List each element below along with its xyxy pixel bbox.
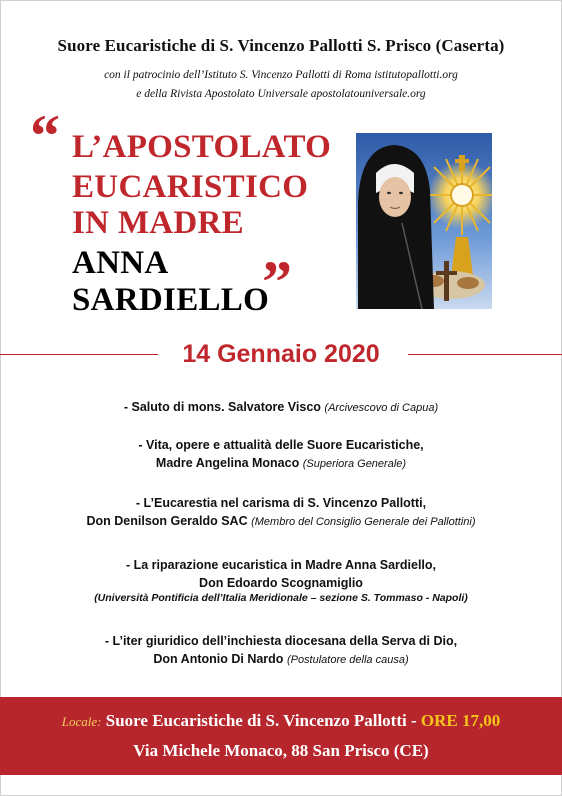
program-role: (Università Pontificia dell’Italia Meridionale – sezione S. Tommaso - Napoli) bbox=[94, 592, 468, 604]
open-quote: “ bbox=[30, 103, 60, 169]
title-line-2: EUCARISTICO bbox=[72, 169, 309, 205]
program-text: - L’iter giuridico dell’inchiesta diocesana della Serva di Dio, bbox=[104, 634, 458, 648]
program-text: - La riparazione eucaristica in Madre Anna Sardiello, bbox=[125, 558, 437, 572]
locale-label: Locale: bbox=[61, 714, 102, 729]
organizer-title: Suore Eucaristiche di S. Vincenzo Pallotti S. Prisco (Caserta) bbox=[57, 36, 505, 55]
patronage-line-1: con il patrocinio dell’Istituto S. Vincenzo Pallotti di Roma istitutopallotti.org bbox=[104, 69, 458, 81]
program-item-5 bbox=[0, 634, 562, 666]
program-item-3 bbox=[0, 496, 562, 528]
program-item-2 bbox=[0, 438, 562, 470]
venue-name: Suore Eucaristiche di S. Vincenzo Pallotti - bbox=[105, 711, 417, 730]
title-line-3: IN MADRE bbox=[72, 205, 244, 241]
program-item-4 bbox=[0, 558, 562, 604]
title-line-4: ANNA bbox=[72, 245, 169, 281]
portrait-photo bbox=[356, 133, 492, 309]
program-speaker: Don Antonio Di Nardo bbox=[153, 652, 284, 666]
title-line-1: L’APOSTOLATO bbox=[72, 129, 332, 165]
program-speaker: Don Edoardo Scognamiglio bbox=[199, 576, 363, 590]
patronage-line-2: e della Rivista Apostolato Universale apostolatouniversale.org bbox=[136, 88, 426, 100]
program-role: (Arcivescovo di Capua) bbox=[324, 402, 439, 414]
program-speaker: Madre Angelina Monaco bbox=[155, 456, 300, 470]
program-text: - L’Eucarestia nel carisma di S. Vincenzo Pallotti, bbox=[135, 496, 427, 510]
footer-banner bbox=[0, 697, 562, 775]
program-speaker: Don Denilson Geraldo SAC bbox=[86, 514, 248, 528]
event-time: ORE 17,00 bbox=[420, 711, 501, 730]
footer-venue-line bbox=[0, 711, 562, 731]
close-quote: ” bbox=[262, 249, 292, 315]
date-rule-right bbox=[408, 354, 562, 355]
program-text: - Saluto di mons. Salvatore Visco bbox=[123, 400, 321, 414]
nun-figure bbox=[358, 145, 434, 309]
event-date: 14 Gennaio 2020 bbox=[182, 340, 380, 368]
program-item-1 bbox=[0, 400, 562, 414]
program-text: - Vita, opere e attualità delle Suore Eucaristiche, bbox=[138, 438, 424, 452]
venue-address: Via Michele Monaco, 88 San Prisco (CE) bbox=[133, 741, 429, 760]
title-line-5: SARDIELLO bbox=[72, 282, 270, 318]
program-role: (Membro del Consiglio Generale dei Pallottini) bbox=[251, 516, 476, 528]
program-role: (Superiora Generale) bbox=[302, 458, 407, 470]
program-role: (Postulatore della causa) bbox=[286, 654, 409, 666]
